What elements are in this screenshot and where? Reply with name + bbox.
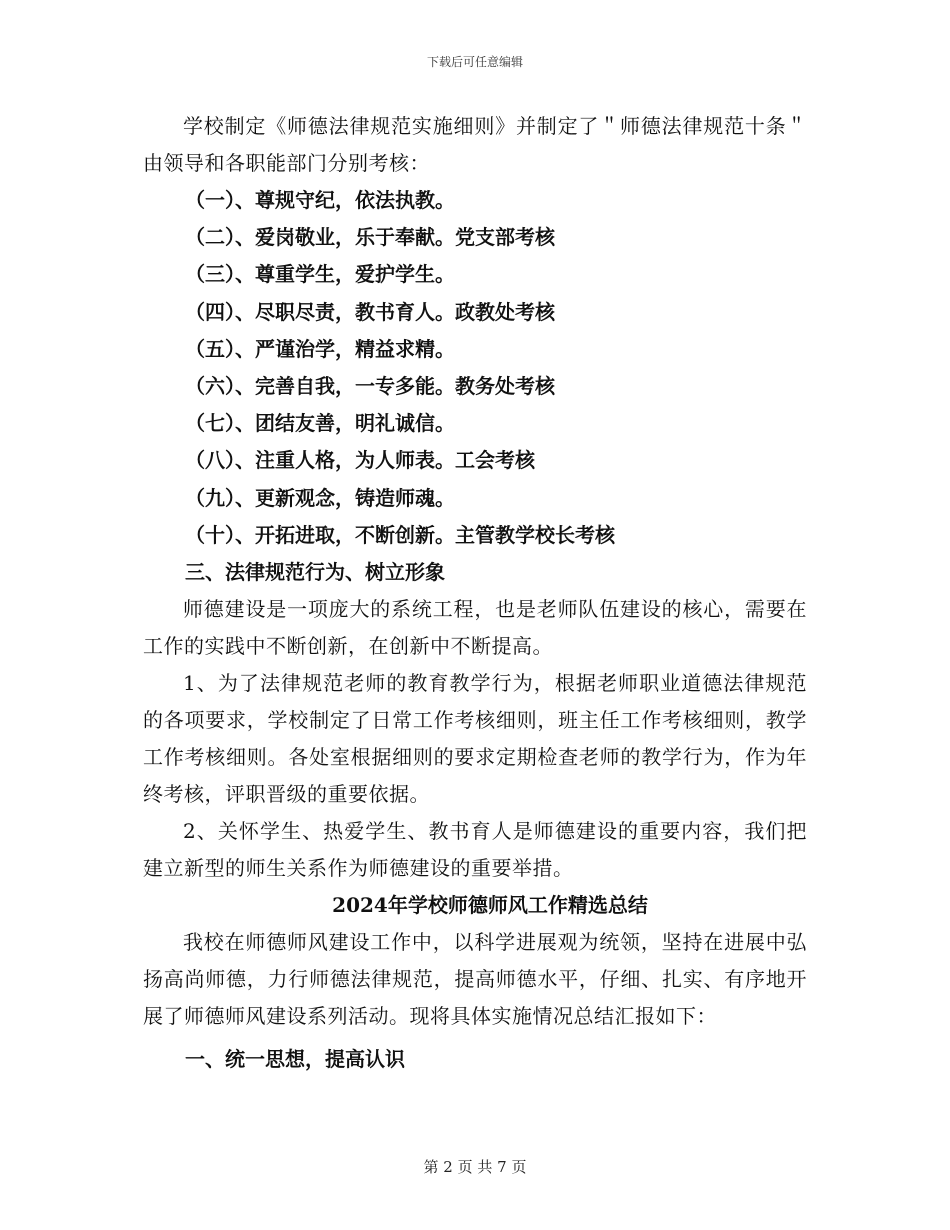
summary-paragraph: 我校在师德师风建设工作中，以科学进展观为统领，坚持在进展中弘扬高尚师德，力行师德法律规范，提高师德水平，仔细、扎实、有序地开展了师德师风建设系列活动。现将具体实施情况总结汇报如下：	[143, 930, 807, 1029]
rule-item: （十）、开拓进取，不断创新。主管教学校长考核	[185, 522, 615, 547]
rule-item: （六）、完善自我，一专多能。教务处考核	[185, 374, 555, 399]
section-paragraph: 1、为了法律规范老师的教育教学行为，根据老师职业道德法律规范的各项要求，学校制定了日常工作考核细则，班主任工作考核细则，教学工作考核细则。各处室根据细则的要求定期检查老师的教学行为，作为年终考核，评职晋级的重要依据。	[143, 671, 807, 807]
rule-item: （四）、尽职尽责，教书育人。政教处考核	[185, 299, 555, 324]
page-number: 第 2 页 共 7 页	[423, 1158, 527, 1176]
rules-list	[143, 182, 807, 554]
section-heading: 一、统一思想，提高认识	[185, 1047, 405, 1072]
rule-item: （九）、更新观念，铸造师魂。	[185, 485, 455, 510]
rule-item: （二）、爱岗敬业，乐于奉献。党支部考核	[185, 225, 555, 250]
document-title: 2024年学校师德师风工作精选总结	[332, 893, 648, 918]
intro-paragraph: 学校制定《师德法律规范实施细则》并制定了＂师德法律规范十条＂由领导和各职能部门分别考核：	[143, 114, 807, 175]
rule-item: （一）、尊规守纪，依法执教。	[185, 188, 455, 212]
rule-item: （八）、注重人格，为人师表。工会考核	[185, 448, 535, 473]
section-heading: 三、法律规范行为、树立形象	[185, 560, 445, 585]
rule-item: （五）、严谨治学，精益求精。	[185, 336, 455, 361]
section-paragraph: 师德建设是一项庞大的系统工程，也是老师队伍建设的核心，需要在工作的实践中不断创新，在创新中不断提高。	[143, 597, 807, 659]
rule-item: （三）、尊重学生，爱护学生。	[185, 262, 455, 287]
page-header-note: 下载后可任意编辑	[426, 55, 523, 69]
document-body	[143, 108, 807, 1078]
section-paragraph: 2、关怀学生、热爱学生、教书育人是师德建设的重要内容，我们把建立新型的师生关系作为师德建设的重要举措。	[143, 819, 807, 881]
rule-item: （七）、团结友善，明礼诚信。	[185, 411, 455, 436]
